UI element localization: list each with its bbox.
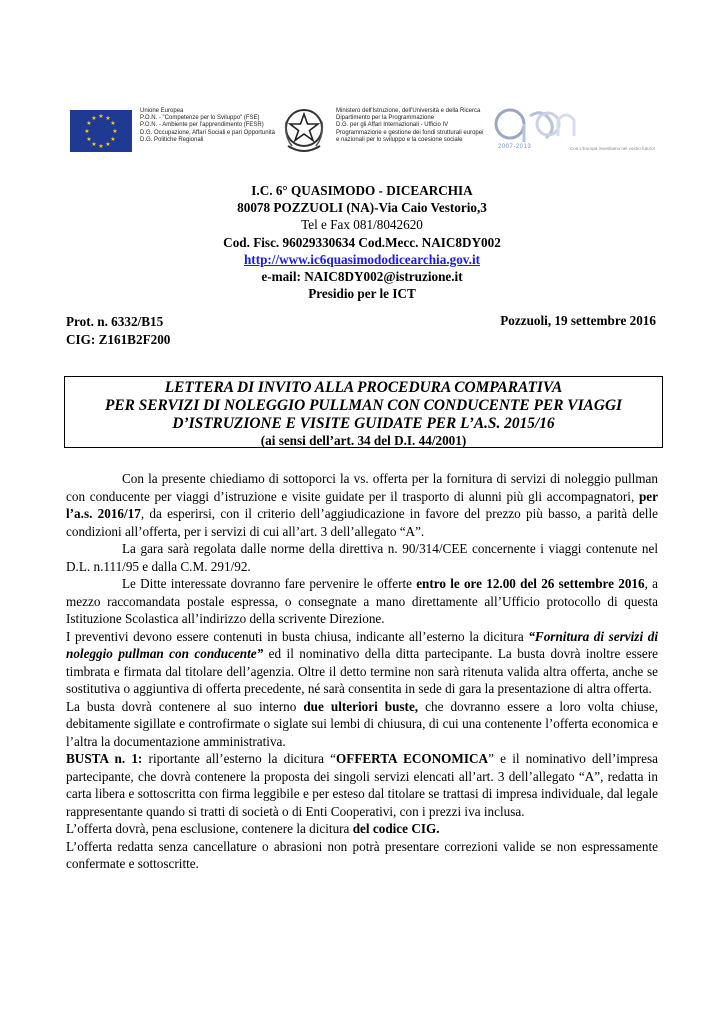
svg-text:★: ★ [112, 128, 118, 135]
svg-text:★: ★ [86, 120, 92, 127]
title-line: D’ISTRUZIONE E VISITE GUIDATE PER L’A.S. 2015/16 [172, 415, 555, 432]
pon-years: 2007-2013 [498, 144, 532, 150]
svg-text:★: ★ [110, 136, 116, 143]
school-website-link[interactable]: http://www.ic6quasimododicearchia.gov.it [243, 251, 481, 267]
eu-text-line: P.O.N. - Ambiente per l'apprendimento (FESR) [140, 122, 264, 129]
svg-text:★: ★ [91, 141, 97, 148]
svg-text:★: ★ [98, 143, 104, 150]
cig-code: CIG: Z161B2F200 [66, 331, 171, 347]
body-paragraph: Le Ditte interessate dovranno fare pervenire le offerte entro le ore 12.00 del 26 settembre 2016, a mezzo raccomandata postale espressa, o consegnate a mano direttamente all’Ufficio protocollo di questa Istituzione Scolastica all’indirizzo della scrivente Direzione. [66, 576, 658, 626]
body-paragraph: I preventivi devono essere contenuti in busta chiusa, indicante all’esterno la dicitura “Fornitura di servizi di noleggio pullman con conducente” ed il nominativo della ditta partecipante. La busta dovrà inoltre essere timbrata e firmata dal titolare dell’agenzia. Oltre il detto termine non sarà ritenuta valida altra offerta, anche se sostitutiva o aggiuntiva di offerta precedente, né sarà consentita in sede di gara la presentazione di altra offerta. [66, 628, 658, 696]
pon-tagline: Con L'Europa investiamo nel vostro futuro! [570, 146, 655, 151]
italian-republic-emblem-icon [280, 102, 328, 158]
body-paragraph: L’offerta redatta senza cancellature o abrasioni non potrà presentare correzioni valide se non espressamente confermate e sottoscritte. [66, 838, 658, 871]
school-address: 80078 POZZUOLI (NA)-Via Caio Vestorio,3 [237, 200, 487, 216]
eu-text-line: D.G. Occupazione, Affari Sociali e pari Opportunità [140, 129, 275, 136]
school-codes: Cod. Fisc. 96029330634 Cod.Mecc. NAIC8DY002 [223, 234, 501, 250]
ministry-text-line: e nazionali per lo sviluppo e la coesione sociale [336, 136, 463, 143]
body-paragraph: BUSTA n. 1: riportante all’esterno la dicitura “OFFERTA ECONOMICA” e il nominativo dell’impresa partecipante, che dovrà contenere la proposta dei singoli servizi elencati all’art. 3 dell’allegato “A”, redatta in carta libera e sottoscritta con firma leggibile e per esteso dal titolare se trattasi di impresa individuale, dal legale rappresentante quando si tratti di società o di Enti Cooperativi, con i prezzi iva inclusa. [66, 751, 658, 819]
svg-text:★: ★ [98, 113, 104, 120]
svg-text:★: ★ [91, 115, 97, 122]
school-name: I.C. 6° QUASIMODO - DICEARCHIA [251, 183, 473, 198]
letter-title-box [64, 376, 663, 448]
svg-text:★: ★ [110, 120, 116, 127]
ministry-text-line: Dipartimento per la Programmazione [336, 115, 435, 122]
svg-text:★: ★ [84, 128, 90, 135]
ministry-text-line: Ministero dell'Istruzione, dell'Università e della Ricerca [336, 108, 481, 114]
eu-text-line: Unione Europea [140, 108, 184, 114]
svg-text:★: ★ [105, 141, 111, 148]
body-paragraph: Con la presente chiediamo di sottoporci la vs. offerta per la fornitura di servizi di noleggio pullman con conducente per viaggi d’istruzione e visite guidate per il trasporto di alunni più gli accompagnatori, per l’a.s. 2016/17, da esperirsi, con il criterio dell’aggiudicazione in favore del prezzo più basso, a parità delle condizioni all’offerta, per i servizi di cui all’art. 3 dell’allegato “A”. [66, 471, 658, 539]
svg-text:★: ★ [86, 136, 92, 143]
letter-body [66, 470, 658, 873]
header-logos [70, 102, 660, 162]
eu-flag-icon [70, 110, 132, 152]
eu-text-line: P.O.N. - "Competenze per lo Sviluppo" (FSE) [140, 115, 260, 122]
title-line: LETTERA DI INVITO ALLA PROCEDURA COMPARATIVA [164, 379, 563, 396]
body-paragraph: L’offerta dovrà, pena esclusione, contenere la dicitura del codice CIG. [66, 821, 440, 836]
ministry-text [336, 108, 506, 144]
body-paragraph: La gara sarà regolata dalle norme della direttiva n. 90/314/CEE concernente i viaggi contenute nel D.L. n.111/95 e dalla C.M. 291/92. [66, 541, 658, 574]
title-subtitle: (ai sensi dell’art. 34 del D.I. 44/2001) [260, 433, 467, 448]
body-paragraph: La busta dovrà contenere al suo interno due ulteriori buste, che dovranno essere a loro volta chiuse, debitamente sigillate e controfirmate o siglate sui lembi di chiusura, di cui una contenente l’offerta economica e l’altra la documentazione amministrativa. [66, 698, 658, 749]
school-presidio: Presidio per le ICT [308, 286, 416, 302]
ministry-text-line: Programmazione e gestione dei fondi strutturali europei [336, 129, 484, 136]
school-email: e-mail: NAIC8DY002@istruzione.it [261, 269, 463, 285]
eu-text-line: D.G. Politiche Regionali [140, 136, 204, 143]
school-info [0, 182, 724, 302]
ministry-text-line: D.G. per gli Affari Internazionali - Ufficio IV [336, 122, 449, 129]
letter-date: Pozzuoli, 19 settembre 2016 [500, 313, 656, 328]
pon-logo-icon [490, 102, 660, 162]
title-line: PER SERVIZI DI NOLEGGIO PULLMAN CON CONDUCENTE PER VIAGGI [104, 397, 623, 414]
protocol-block [66, 313, 170, 348]
school-phone: Tel e Fax 081/8042620 [301, 217, 423, 233]
svg-text:★: ★ [105, 115, 111, 122]
protocol-number: Prot. n. 6332/B15 [66, 314, 164, 329]
